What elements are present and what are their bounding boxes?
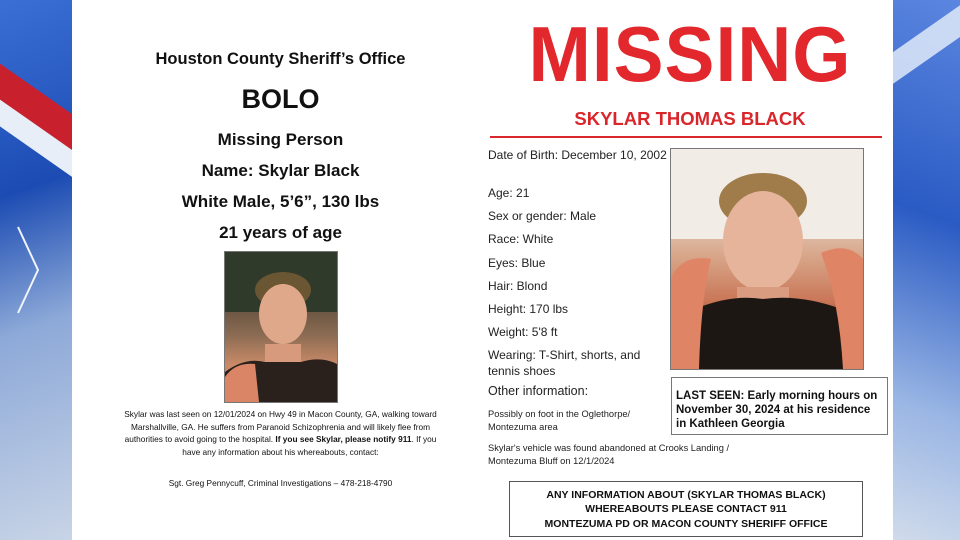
contact-line: Sgt. Greg Pennycuff, Criminal Investigations – 478-218-4790 [168, 478, 393, 488]
chevron-left-icon [14, 225, 42, 315]
wearing-field: Wearing: T-Shirt, shorts, and tennis shoes [488, 348, 641, 378]
incident-description [118, 408, 443, 458]
contact-line-2: WHEREABOUTS PLEASE CONTACT 911 [585, 503, 787, 515]
bolo-flyer [72, 0, 482, 540]
hair-field: Hair: Blond [488, 279, 548, 293]
name-line: Name: Skylar Black [201, 161, 360, 180]
height-field: Height: 170 lbs [488, 302, 569, 316]
missing-person-label: Missing Person [217, 130, 344, 149]
description-line: White Male, 5’6”, 130 lbs [181, 192, 380, 211]
last-seen-text: LAST SEEN: Early morning hours on November 30, 2024 at his residence in Kathleen Georgia [676, 390, 878, 430]
background-left-graphic [0, 0, 72, 540]
white-stripe [893, 0, 960, 84]
portrait-illustration [671, 149, 863, 369]
race-field: Race: White [488, 232, 554, 246]
other-info-item: Possibly on foot in the Oglethorpe/ Montezuma area [488, 409, 631, 432]
contact-info-box [509, 481, 863, 537]
age-line: 21 years of age [219, 223, 342, 242]
divider [490, 136, 882, 138]
bolo-heading: BOLO [241, 84, 320, 114]
contact-line-1: ANY INFORMATION ABOUT (SKYLAR THOMAS BLACK) [546, 489, 826, 501]
other-info-label: Other information: [488, 384, 589, 398]
sex-field: Sex or gender: Male [488, 209, 597, 223]
missing-full-name: SKYLAR THOMAS BLACK [574, 108, 806, 129]
flyer-sheet [72, 0, 893, 540]
portrait-illustration [225, 252, 337, 402]
missing-headline: MISSING [528, 10, 852, 98]
last-seen-box [671, 377, 888, 435]
dob-field: Date of Birth: December 10, 2002 [488, 148, 667, 162]
missing-person-photo-small [224, 251, 338, 403]
missing-person-photo-large [670, 148, 864, 370]
incident-text: Skylar was last seen on 12/01/2024 on Hwy 49 in Macon County, GA, walking toward Marshallville, GA. He suffers from Paranoid Schizophrenia and will likely flee from authorities to avoid going to the hospital. [124, 409, 437, 444]
contact-line-3: MONTEZUMA PD OR MACON COUNTY SHERIFF OFFICE [544, 518, 828, 530]
other-info-item: Skylar's vehicle was found abandoned at Crooks Landing / Montezuma Bluff on 12/1/2024 [488, 443, 730, 466]
eyes-field: Eyes: Blue [488, 256, 546, 270]
age-field: Age: 21 [488, 186, 530, 200]
incident-text-end: . If you have any information about his whereabouts, contact: [182, 434, 437, 457]
background-right-graphic [893, 0, 960, 540]
agency-title: Houston County Sheriff’s Office [155, 50, 406, 68]
weight-field: Weight: 5'8 ft [488, 325, 558, 339]
notify-911-text: If you see Skylar, please notify 911 [275, 434, 412, 444]
